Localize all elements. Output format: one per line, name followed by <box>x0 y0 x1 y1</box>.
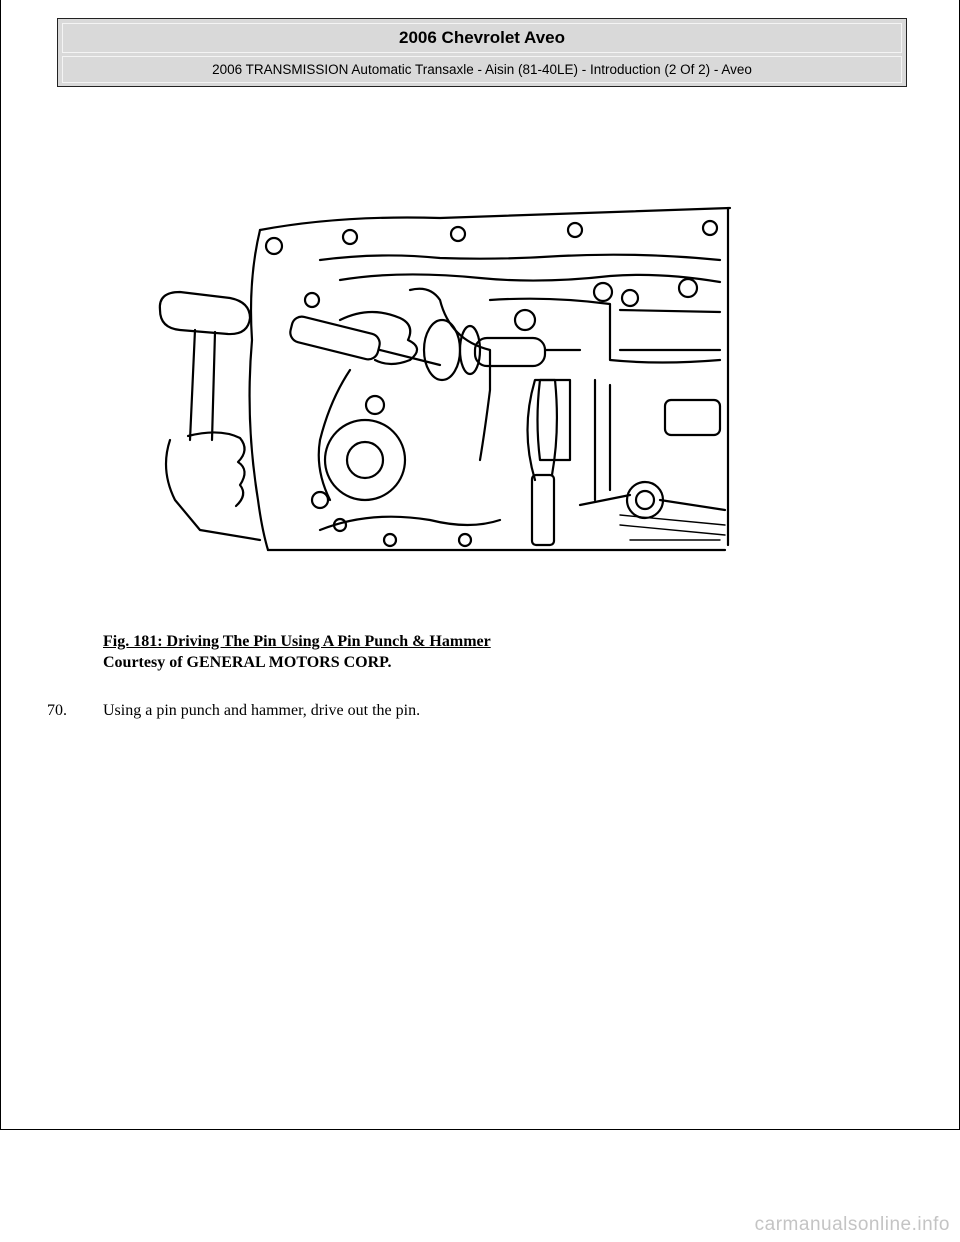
figure-caption <box>103 631 491 673</box>
step-text: Using a pin punch and hammer, drive out the pin. <box>103 702 421 719</box>
figure-title[interactable]: Fig. 181: Driving The Pin Using A Pin Punch & Hammer <box>103 633 491 650</box>
procedure-step <box>47 700 420 721</box>
header-title: 2006 Chevrolet Aveo <box>62 23 902 53</box>
figure-courtesy: Courtesy of GENERAL MOTORS CORP. <box>103 654 392 671</box>
document-header <box>57 18 907 87</box>
figure-illustration <box>140 200 740 560</box>
header-subtitle: 2006 TRANSMISSION Automatic Transaxle - Aisin (81-40LE) - Introduction (2 Of 2) - Aveo <box>62 56 902 83</box>
watermark: carmanualsonline.info <box>754 1214 950 1235</box>
step-number: 70. <box>47 702 67 719</box>
